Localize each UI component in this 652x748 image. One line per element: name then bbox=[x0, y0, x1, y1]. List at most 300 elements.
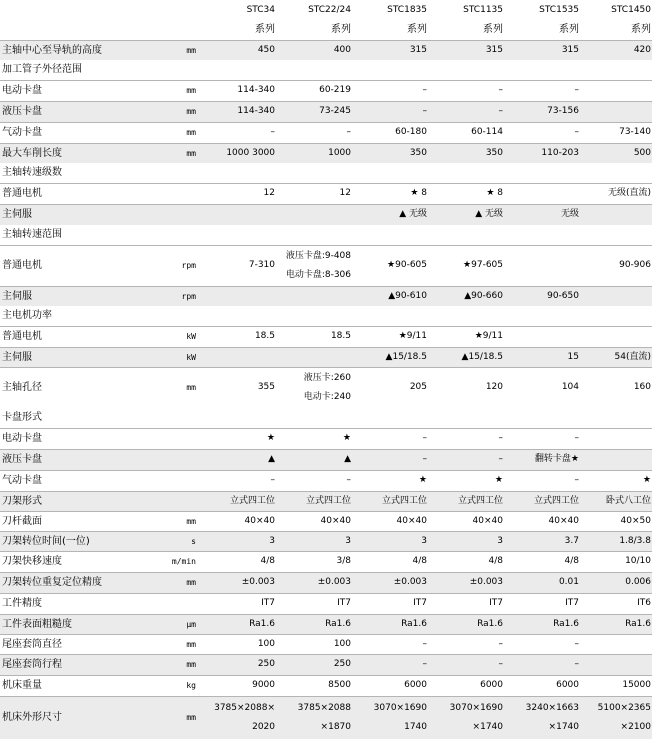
spec-value bbox=[580, 428, 652, 449]
spec-value: 60-180 bbox=[352, 122, 428, 143]
spec-label: 普通电机 bbox=[0, 245, 148, 286]
spec-value bbox=[276, 306, 352, 326]
model-name: STC34 bbox=[246, 4, 275, 15]
spec-unit: mm bbox=[148, 101, 200, 122]
spec-value bbox=[504, 306, 580, 326]
spec-value: – bbox=[428, 101, 504, 122]
spec-value: Ra1.6 bbox=[200, 614, 276, 634]
spec-label: 气动卡盘 bbox=[0, 122, 148, 143]
spec-value-line: 液压卡盘:9-408 bbox=[285, 250, 351, 261]
spec-value bbox=[428, 696, 504, 739]
spec-value: 110-203 bbox=[504, 143, 580, 163]
spec-value: 355 bbox=[200, 367, 276, 408]
spec-row bbox=[0, 551, 652, 572]
spec-value-line: 液压卡:260 bbox=[303, 372, 351, 383]
spec-value: 500 bbox=[580, 143, 652, 163]
spec-value: – bbox=[428, 80, 504, 101]
spec-value bbox=[200, 408, 276, 428]
spec-value: – bbox=[200, 122, 276, 143]
spec-label: 主轴孔径 bbox=[0, 367, 148, 408]
spec-unit bbox=[148, 491, 200, 511]
spec-value: ▲15/18.5 bbox=[352, 347, 428, 367]
spec-value: 3.7 bbox=[504, 531, 580, 551]
spec-value bbox=[580, 225, 652, 245]
spec-row bbox=[0, 511, 652, 531]
spec-value: ★90-605 bbox=[352, 245, 428, 286]
spec-value: 315 bbox=[428, 40, 504, 60]
spec-label: 液压卡盘 bbox=[0, 449, 148, 470]
spec-value: 450 bbox=[200, 40, 276, 60]
spec-unit: mm bbox=[148, 122, 200, 143]
spec-value bbox=[580, 634, 652, 654]
spec-value: 18.5 bbox=[276, 326, 352, 347]
spec-value: 3/8 bbox=[276, 551, 352, 572]
spec-unit bbox=[148, 449, 200, 470]
spec-value: IT7 bbox=[504, 593, 580, 614]
spec-label: 液压卡盘 bbox=[0, 101, 148, 122]
spec-value: IT7 bbox=[428, 593, 504, 614]
spec-value: 315 bbox=[504, 40, 580, 60]
spec-value bbox=[580, 696, 652, 739]
spec-value: 8500 bbox=[276, 675, 352, 696]
spec-value bbox=[200, 306, 276, 326]
spec-value: ★9/11 bbox=[352, 326, 428, 347]
spec-value bbox=[428, 60, 504, 80]
spec-value: 40×40 bbox=[200, 511, 276, 531]
spec-label: 机床外形尺寸 bbox=[0, 696, 148, 739]
spec-row bbox=[0, 122, 652, 143]
spec-row bbox=[0, 40, 652, 60]
spec-value: 40×40 bbox=[276, 511, 352, 531]
spec-value bbox=[200, 696, 276, 739]
series-label: 系列 bbox=[331, 24, 351, 36]
spec-value: 60-219 bbox=[276, 80, 352, 101]
spec-unit: s bbox=[148, 531, 200, 551]
spec-label: 刀杆截面 bbox=[0, 511, 148, 531]
spec-value: 315 bbox=[352, 40, 428, 60]
spec-value: 15 bbox=[504, 347, 580, 367]
model-name: STC1535 bbox=[539, 4, 579, 15]
spec-value bbox=[428, 306, 504, 326]
spec-value: 54(直流) bbox=[580, 347, 652, 367]
spec-value bbox=[276, 286, 352, 306]
spec-value bbox=[200, 347, 276, 367]
spec-row bbox=[0, 204, 652, 225]
spec-row bbox=[0, 614, 652, 634]
spec-unit bbox=[148, 183, 200, 204]
spec-value bbox=[276, 225, 352, 245]
series-label: 系列 bbox=[631, 24, 651, 36]
spec-value: 40×40 bbox=[428, 511, 504, 531]
spec-label: 主伺服 bbox=[0, 286, 148, 306]
spec-value: 6000 bbox=[352, 675, 428, 696]
spec-unit: μm bbox=[148, 614, 200, 634]
spec-unit bbox=[148, 593, 200, 614]
series-label: 系列 bbox=[407, 24, 427, 36]
spec-row bbox=[0, 163, 652, 183]
spec-label: 主轴中心至导轨的高度 bbox=[0, 40, 148, 60]
spec-label: 电动卡盘 bbox=[0, 80, 148, 101]
spec-row bbox=[0, 675, 652, 696]
spec-value: 4/8 bbox=[428, 551, 504, 572]
spec-row bbox=[0, 347, 652, 367]
spec-value: Ra1.6 bbox=[352, 614, 428, 634]
spec-value: Ra1.6 bbox=[504, 614, 580, 634]
spec-value: 1.8/3.8 bbox=[580, 531, 652, 551]
spec-value: 无级(直流) bbox=[580, 183, 652, 204]
spec-label: 气动卡盘 bbox=[0, 470, 148, 491]
spec-value bbox=[580, 286, 652, 306]
spec-value: 60-114 bbox=[428, 122, 504, 143]
spec-value-line: 3240×1663 bbox=[525, 702, 579, 713]
model-name: STC22/24 bbox=[308, 4, 351, 15]
spec-value: 1000 bbox=[276, 143, 352, 163]
spec-value: – bbox=[200, 470, 276, 491]
spec-label: 普通电机 bbox=[0, 326, 148, 347]
spec-label: 主伺服 bbox=[0, 347, 148, 367]
spec-value: – bbox=[276, 122, 352, 143]
spec-value: Ra1.6 bbox=[428, 614, 504, 634]
spec-value bbox=[504, 163, 580, 183]
spec-label: 机床重量 bbox=[0, 675, 148, 696]
spec-value: 0.006 bbox=[580, 572, 652, 593]
spec-value bbox=[200, 60, 276, 80]
spec-value-line: ×1740 bbox=[548, 721, 579, 732]
spec-value: ▲15/18.5 bbox=[428, 347, 504, 367]
spec-row bbox=[0, 183, 652, 204]
spec-unit: mm bbox=[148, 40, 200, 60]
spec-unit: mm bbox=[148, 367, 200, 408]
spec-value: 90-906 bbox=[580, 245, 652, 286]
spec-value: 12 bbox=[200, 183, 276, 204]
spec-value: 73-245 bbox=[276, 101, 352, 122]
spec-value bbox=[580, 654, 652, 675]
spec-value bbox=[580, 163, 652, 183]
spec-value: ±0.003 bbox=[428, 572, 504, 593]
spec-value: – bbox=[352, 101, 428, 122]
spec-row bbox=[0, 696, 652, 739]
header-unit-blank bbox=[148, 0, 200, 20]
spec-value bbox=[580, 449, 652, 470]
spec-value bbox=[276, 204, 352, 225]
spec-value bbox=[276, 408, 352, 428]
spec-value: ★ bbox=[580, 470, 652, 491]
spec-unit: mm bbox=[148, 143, 200, 163]
spec-value-line: 3785×2088 bbox=[297, 702, 351, 713]
spec-label: 刀架转位重复定位精度 bbox=[0, 572, 148, 593]
spec-value: – bbox=[352, 428, 428, 449]
spec-unit: kW bbox=[148, 326, 200, 347]
spec-value bbox=[200, 225, 276, 245]
spec-value-line: 3070×1690 bbox=[373, 702, 427, 713]
spec-value: ▲ 无级 bbox=[352, 204, 428, 225]
spec-unit bbox=[148, 204, 200, 225]
series-label: 系列 bbox=[559, 24, 579, 36]
spec-row bbox=[0, 593, 652, 614]
model-name: STC1450 bbox=[611, 4, 651, 15]
spec-unit bbox=[148, 163, 200, 183]
spec-value: 400 bbox=[276, 40, 352, 60]
spec-value: 9000 bbox=[200, 675, 276, 696]
spec-value: 4/8 bbox=[352, 551, 428, 572]
spec-value: 卧式八工位 bbox=[580, 491, 652, 511]
spec-body bbox=[0, 40, 652, 739]
spec-row bbox=[0, 286, 652, 306]
spec-value-line: 5100×2365 bbox=[597, 702, 651, 713]
spec-row bbox=[0, 470, 652, 491]
spec-value: – bbox=[352, 654, 428, 675]
spec-value bbox=[200, 204, 276, 225]
spec-value: – bbox=[352, 449, 428, 470]
spec-value bbox=[580, 60, 652, 80]
spec-value: ★9/11 bbox=[428, 326, 504, 347]
spec-value: ★97-605 bbox=[428, 245, 504, 286]
spec-value-line: 3070×1690 bbox=[449, 702, 503, 713]
spec-unit: mm bbox=[148, 634, 200, 654]
spec-value: – bbox=[504, 634, 580, 654]
spec-value: 3 bbox=[276, 531, 352, 551]
spec-value-line: ×1740 bbox=[472, 721, 503, 732]
spec-value: – bbox=[504, 470, 580, 491]
spec-unit: m/min bbox=[148, 551, 200, 572]
model-header-row bbox=[0, 0, 652, 20]
spec-row bbox=[0, 80, 652, 101]
spec-unit: rpm bbox=[148, 245, 200, 286]
model-name: STC1835 bbox=[387, 4, 427, 15]
spec-value bbox=[504, 245, 580, 286]
spec-value: 立式四工位 bbox=[504, 491, 580, 511]
spec-unit: mm bbox=[148, 654, 200, 675]
spec-value: 114-340 bbox=[200, 80, 276, 101]
spec-unit: rpm bbox=[148, 286, 200, 306]
spec-value: 40×40 bbox=[504, 511, 580, 531]
spec-label: 电动卡盘 bbox=[0, 428, 148, 449]
spec-row bbox=[0, 449, 652, 470]
spec-label: 工件表面粗糙度 bbox=[0, 614, 148, 634]
spec-value: 350 bbox=[352, 143, 428, 163]
spec-row bbox=[0, 491, 652, 511]
spec-value-line: 1740 bbox=[404, 721, 427, 732]
spec-value: 73-140 bbox=[580, 122, 652, 143]
spec-value bbox=[504, 326, 580, 347]
spec-unit: mm bbox=[148, 696, 200, 739]
spec-row bbox=[0, 306, 652, 326]
spec-value: ▲90-660 bbox=[428, 286, 504, 306]
spec-value: 18.5 bbox=[200, 326, 276, 347]
spec-value: ★ bbox=[200, 428, 276, 449]
spec-value: ▲ 无级 bbox=[428, 204, 504, 225]
spec-value bbox=[276, 245, 352, 286]
spec-value: ★ bbox=[352, 470, 428, 491]
spec-value bbox=[504, 225, 580, 245]
spec-value: 120 bbox=[428, 367, 504, 408]
spec-unit bbox=[148, 428, 200, 449]
spec-value-line: 2020 bbox=[252, 721, 275, 732]
spec-unit: mm bbox=[148, 80, 200, 101]
spec-label: 尾座套筒行程 bbox=[0, 654, 148, 675]
spec-unit: kW bbox=[148, 347, 200, 367]
spec-value bbox=[352, 60, 428, 80]
spec-label: 工件精度 bbox=[0, 593, 148, 614]
spec-value: – bbox=[504, 428, 580, 449]
spec-value bbox=[200, 163, 276, 183]
spec-value-line: 电动卡:240 bbox=[303, 391, 351, 402]
spec-value: – bbox=[428, 449, 504, 470]
spec-value: ▲ bbox=[276, 449, 352, 470]
spec-unit: mm bbox=[148, 572, 200, 593]
spec-value: ▲90-610 bbox=[352, 286, 428, 306]
spec-value bbox=[580, 204, 652, 225]
spec-value: 350 bbox=[428, 143, 504, 163]
spec-value: ★ 8 bbox=[352, 183, 428, 204]
spec-row bbox=[0, 634, 652, 654]
spec-value: – bbox=[504, 122, 580, 143]
spec-value: ★ bbox=[428, 470, 504, 491]
spec-unit bbox=[148, 306, 200, 326]
spec-value: 3 bbox=[352, 531, 428, 551]
spec-row bbox=[0, 367, 652, 408]
series-label: 系列 bbox=[483, 24, 503, 36]
spec-value bbox=[580, 306, 652, 326]
spec-value: IT7 bbox=[200, 593, 276, 614]
spec-value bbox=[276, 696, 352, 739]
spec-value: – bbox=[504, 80, 580, 101]
spec-value bbox=[352, 408, 428, 428]
spec-value: 1000 3000 bbox=[200, 143, 276, 163]
spec-label: 普通电机 bbox=[0, 183, 148, 204]
spec-value: 12 bbox=[276, 183, 352, 204]
spec-row bbox=[0, 101, 652, 122]
spec-row bbox=[0, 531, 652, 551]
spec-row bbox=[0, 408, 652, 428]
spec-row bbox=[0, 326, 652, 347]
spec-value: – bbox=[428, 428, 504, 449]
spec-value-line: 3785×2088× bbox=[214, 702, 275, 713]
spec-value: ★ bbox=[276, 428, 352, 449]
spec-value bbox=[352, 163, 428, 183]
spec-label: 主轴转速级数 bbox=[2, 167, 62, 179]
spec-value: 7-310 bbox=[200, 245, 276, 286]
spec-value: – bbox=[428, 654, 504, 675]
spec-value: 3 bbox=[428, 531, 504, 551]
spec-value bbox=[504, 696, 580, 739]
spec-label: 尾座套筒直径 bbox=[0, 634, 148, 654]
spec-value: 205 bbox=[352, 367, 428, 408]
spec-value bbox=[580, 408, 652, 428]
spec-value: 250 bbox=[276, 654, 352, 675]
spec-value: ±0.003 bbox=[352, 572, 428, 593]
spec-value: 160 bbox=[580, 367, 652, 408]
spec-value bbox=[352, 225, 428, 245]
spec-value: ±0.003 bbox=[276, 572, 352, 593]
spec-value: 立式四工位 bbox=[200, 491, 276, 511]
spec-value: – bbox=[352, 634, 428, 654]
spec-value: 420 bbox=[580, 40, 652, 60]
spec-value: 114-340 bbox=[200, 101, 276, 122]
spec-label: 最大车削长度 bbox=[0, 143, 148, 163]
spec-value: 6000 bbox=[428, 675, 504, 696]
spec-value: 0.01 bbox=[504, 572, 580, 593]
header-blank bbox=[0, 0, 148, 20]
series-label: 系列 bbox=[255, 24, 275, 36]
series-header-row bbox=[0, 20, 652, 40]
spec-value: ★ 8 bbox=[428, 183, 504, 204]
spec-unit bbox=[148, 470, 200, 491]
spec-value: 10/10 bbox=[580, 551, 652, 572]
spec-value: IT6 bbox=[580, 593, 652, 614]
spec-value: 立式四工位 bbox=[276, 491, 352, 511]
spec-value: 100 bbox=[200, 634, 276, 654]
spec-value: 15000 bbox=[580, 675, 652, 696]
spec-unit bbox=[148, 225, 200, 245]
spec-row bbox=[0, 143, 652, 163]
spec-row bbox=[0, 60, 652, 80]
spec-unit bbox=[148, 60, 200, 80]
spec-value: – bbox=[428, 634, 504, 654]
spec-value: 100 bbox=[276, 634, 352, 654]
spec-value: 90-650 bbox=[504, 286, 580, 306]
spec-value: – bbox=[276, 470, 352, 491]
spec-value: 73-156 bbox=[504, 101, 580, 122]
spec-value: IT7 bbox=[352, 593, 428, 614]
spec-value: 3 bbox=[200, 531, 276, 551]
model-name: STC1135 bbox=[463, 4, 503, 15]
spec-value bbox=[428, 225, 504, 245]
spec-value bbox=[428, 163, 504, 183]
spec-value bbox=[352, 306, 428, 326]
spec-value: – bbox=[352, 80, 428, 101]
spec-value bbox=[504, 408, 580, 428]
spec-value: Ra1.6 bbox=[276, 614, 352, 634]
spec-label: 主轴转速范围 bbox=[2, 229, 62, 241]
header-blank bbox=[0, 20, 148, 40]
spec-value: 104 bbox=[504, 367, 580, 408]
spec-value: 无级 bbox=[504, 204, 580, 225]
spec-value bbox=[580, 101, 652, 122]
spec-value: Ra1.6 bbox=[580, 614, 652, 634]
spec-value: 6000 bbox=[504, 675, 580, 696]
spec-value: 40×50 bbox=[580, 511, 652, 531]
spec-value bbox=[504, 60, 580, 80]
spec-value: 250 bbox=[200, 654, 276, 675]
spec-unit: kg bbox=[148, 675, 200, 696]
spec-value bbox=[352, 696, 428, 739]
spec-row bbox=[0, 654, 652, 675]
spec-unit: mm bbox=[148, 511, 200, 531]
spec-row bbox=[0, 225, 652, 245]
spec-row bbox=[0, 245, 652, 286]
header-unit-blank bbox=[148, 20, 200, 40]
spec-value: 立式四工位 bbox=[352, 491, 428, 511]
spec-unit bbox=[148, 408, 200, 428]
spec-value: ▲ bbox=[200, 449, 276, 470]
spec-label: 卡盘形式 bbox=[2, 412, 42, 424]
spec-label: 主伺服 bbox=[0, 204, 148, 225]
spec-value: 40×40 bbox=[352, 511, 428, 531]
spec-value: – bbox=[504, 654, 580, 675]
spec-label: 刀架转位时间(一位) bbox=[0, 531, 148, 551]
spec-label: 加工管子外径范围 bbox=[2, 64, 82, 76]
spec-value-line: 电动卡盘:8-306 bbox=[285, 269, 351, 280]
spec-value-line: ×1870 bbox=[320, 721, 351, 732]
spec-value-line: ×2100 bbox=[620, 721, 651, 732]
spec-value bbox=[580, 326, 652, 347]
spec-value: 4/8 bbox=[504, 551, 580, 572]
spec-label: 刀架快移速度 bbox=[0, 551, 148, 572]
spec-value bbox=[200, 286, 276, 306]
spec-row bbox=[0, 428, 652, 449]
spec-value: IT7 bbox=[276, 593, 352, 614]
